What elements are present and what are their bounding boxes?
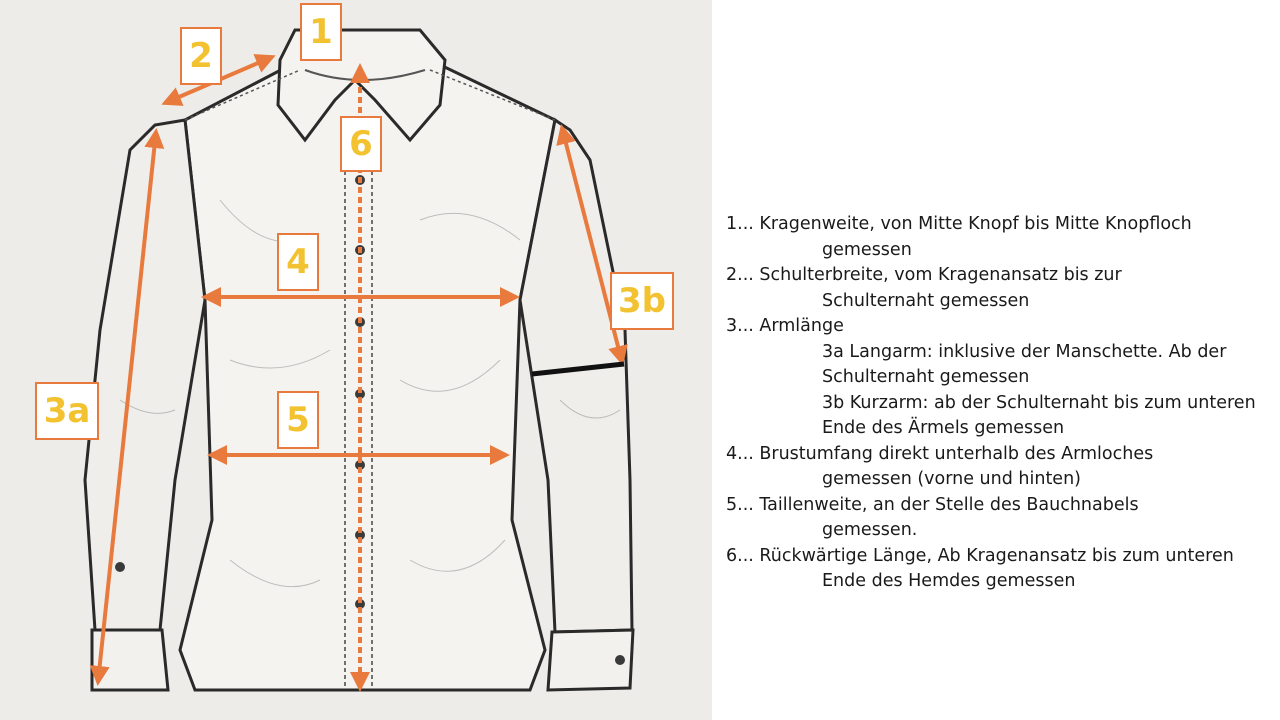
legend-item-3a-line1: 3a Langarm: inklusive der Manschette. Ab der	[822, 341, 1227, 362]
badge-5: 5	[277, 391, 319, 449]
legend-item-5-title: 5... Taillenweite, an der Stelle des Bauchnabels	[726, 494, 1139, 515]
legend-item-2-cont: Schulternaht gemessen	[822, 290, 1030, 311]
badge-1: 1	[300, 3, 342, 61]
badge-6: 6	[340, 116, 382, 172]
badge-3a: 3a	[35, 382, 99, 440]
legend-item-6-cont: Ende des Hemdes gemessen	[822, 571, 1076, 591]
badge-2: 2	[180, 27, 222, 85]
legend-item-2-title: 2... Schulterbreite, vom Kragenansatz bis zur	[726, 265, 1122, 285]
badge-3b: 3b	[610, 272, 674, 330]
legend-item-4-cont: gemessen (vorne und hinten)	[822, 469, 1081, 489]
legend-item-3-title: 3... Armlänge	[726, 316, 844, 336]
legend-item-3a-line2: Schulternaht gemessen	[822, 367, 1030, 387]
measurement-legend	[726, 212, 1276, 595]
legend-item-1-cont: gemessen	[822, 239, 912, 260]
badge-4: 4	[277, 233, 319, 291]
left-sleeve	[85, 120, 205, 630]
legend-item-6-title: 6... Rückwärtige Länge, Ab Kragenansatz bis zum unteren	[726, 545, 1234, 566]
legend-item-3b-line2: Ende des Ärmels gemessen	[822, 418, 1065, 438]
legend-item-5-cont: gemessen.	[822, 520, 918, 540]
legend-item-1-title: 1... Kragenweite, von Mitte Knopf bis Mitte Knopfloch	[726, 214, 1192, 234]
legend-item-4-title: 4... Brustumfang direkt unterhalb des Armloches	[726, 443, 1154, 464]
legend-item-3b-line1: 3b Kurzarm: ab der Schulternaht bis zum unteren	[822, 392, 1256, 413]
